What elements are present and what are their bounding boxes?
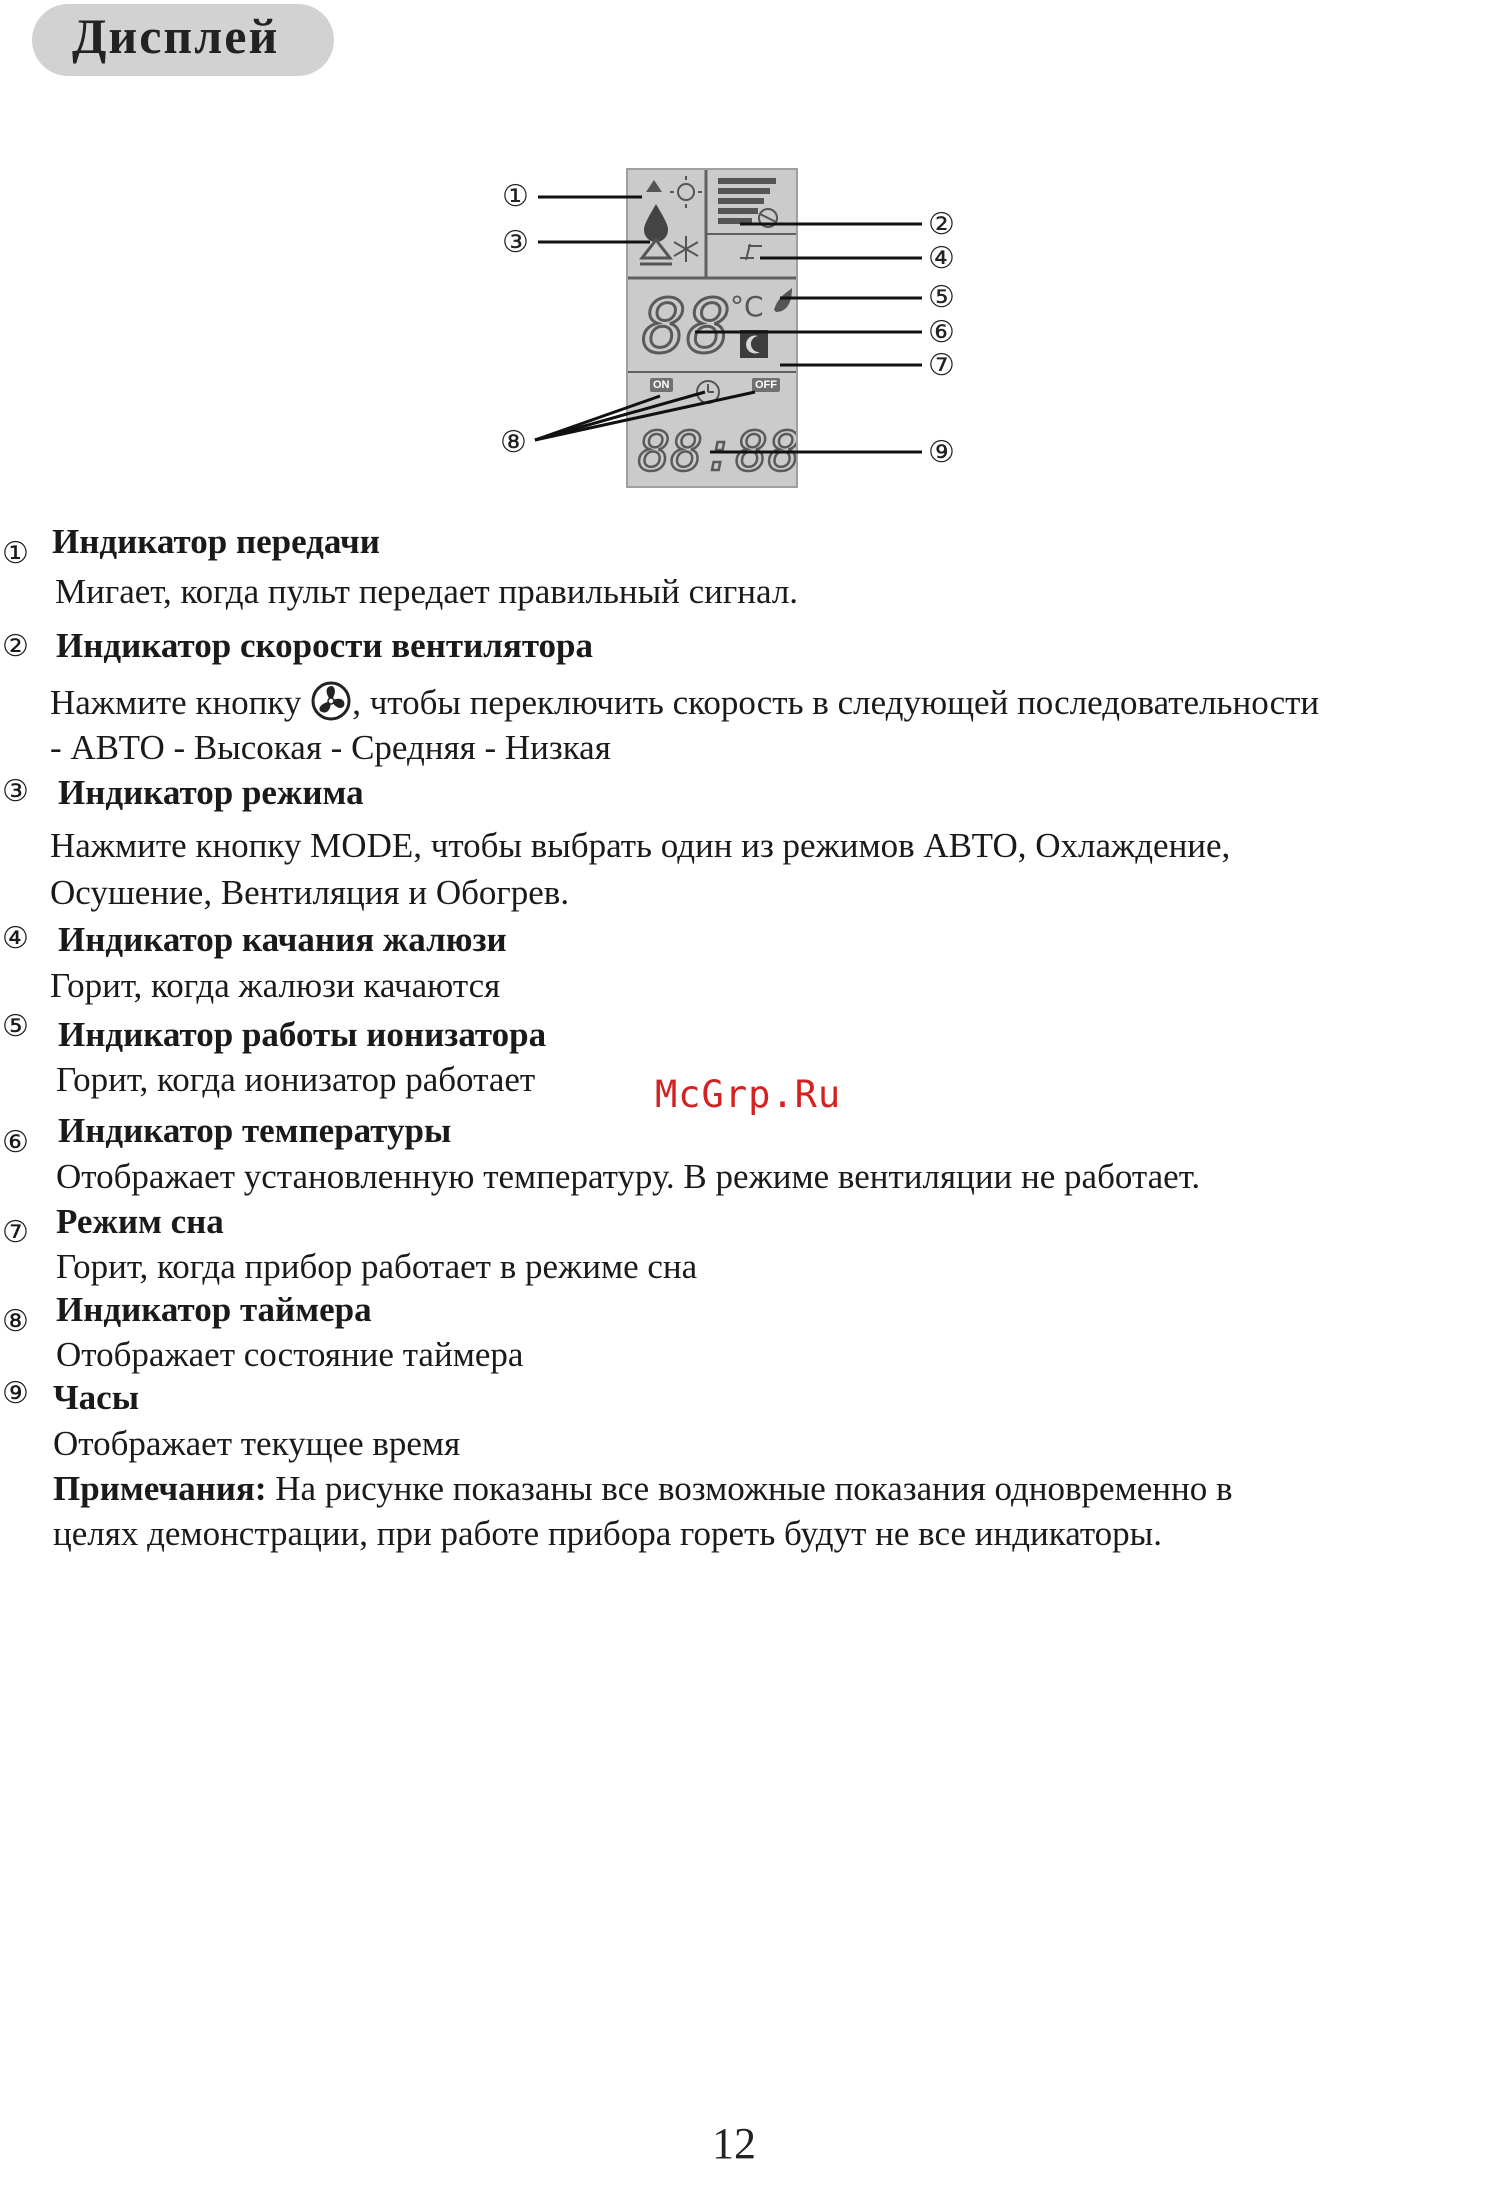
item-description: Нажмите кнопку MODE, чтобы выбрать один из режимов АВТО, Охлаждение, — [50, 826, 1231, 865]
callout-1: ① — [502, 180, 529, 213]
item-title: Индикатор таймера — [56, 1290, 372, 1329]
item-description: Горит, когда жалюзи качаются — [50, 966, 501, 1005]
item-number: ② — [2, 630, 29, 663]
section-title: Дисплей — [72, 8, 280, 64]
note-continued: целях демонстрации, при работе прибора гореть будут не все индикаторы. — [53, 1514, 1162, 1553]
item-number: ⑤ — [2, 1010, 29, 1043]
item-title: Режим сна — [56, 1202, 224, 1241]
item-number: ⑨ — [2, 1377, 29, 1410]
item-description: Мигает, когда пульт передает правильный сигнал. — [55, 572, 799, 611]
item-title: Индикатор работы ионизатора — [58, 1015, 547, 1054]
item-description: Горит, когда ионизатор работает — [56, 1060, 536, 1099]
lcd-unit: °C — [730, 290, 764, 323]
item-title: Индикатор скорости вентилятора — [56, 626, 594, 665]
item-description: Отображает состояние таймера — [56, 1335, 524, 1374]
item-description: Горит, когда прибор работает в режиме сна — [56, 1247, 698, 1286]
description-text: , чтобы переключить скорость в следующей последовательности — [352, 683, 1320, 722]
callout-9: ⑨ — [928, 436, 955, 469]
callout-5: ⑤ — [928, 281, 955, 314]
page-number: 12 — [712, 2119, 756, 2168]
lcd-temperature: 88 — [642, 284, 732, 370]
watermark: McGrp.Ru — [655, 1073, 842, 1116]
description-text: Нажмите кнопку — [50, 683, 302, 722]
item-description: - АВТО - Высокая - Средняя - Низкая — [50, 728, 611, 767]
item-title: Индикатор передачи — [52, 522, 380, 561]
lcd-off-label: OFF — [752, 378, 780, 392]
item-title: Индикатор температуры — [58, 1111, 452, 1150]
lcd-diagram — [490, 160, 970, 500]
callout-8: ⑧ — [500, 426, 527, 459]
note-text: На рисунке показаны все возможные показания одновременно в — [266, 1469, 1233, 1508]
item-number: ③ — [2, 775, 29, 808]
callout-4: ④ — [928, 242, 955, 275]
lcd-on-label: ON — [650, 378, 673, 392]
callout-3: ③ — [502, 226, 529, 259]
item-description: Отображает текущее время — [53, 1424, 461, 1463]
item-number: ④ — [2, 922, 29, 955]
item-title: Индикатор качания жалюзи — [58, 920, 507, 959]
note-label: Примечания: — [53, 1469, 267, 1508]
item-title: Часы — [53, 1378, 140, 1417]
item-number: ⑧ — [2, 1305, 29, 1338]
item-description: Отображает установленную температуру. В режиме вентиляции не работает. — [56, 1157, 1201, 1196]
callout-7: ⑦ — [928, 349, 955, 382]
note — [53, 1469, 1232, 1509]
lcd-clock: 88:88 — [638, 420, 796, 483]
callout-6: ⑥ — [928, 316, 955, 349]
fan-button-icon — [310, 680, 352, 722]
item-description — [50, 680, 1319, 723]
callout-lines — [490, 160, 970, 500]
item-number: ⑦ — [2, 1216, 29, 1249]
item-description: Осушение, Вентиляция и Обогрев. — [50, 873, 570, 912]
item-title: Индикатор режима — [58, 773, 364, 812]
callout-2: ② — [928, 208, 955, 241]
item-number: ① — [2, 537, 29, 570]
item-number: ⑥ — [2, 1126, 29, 1159]
